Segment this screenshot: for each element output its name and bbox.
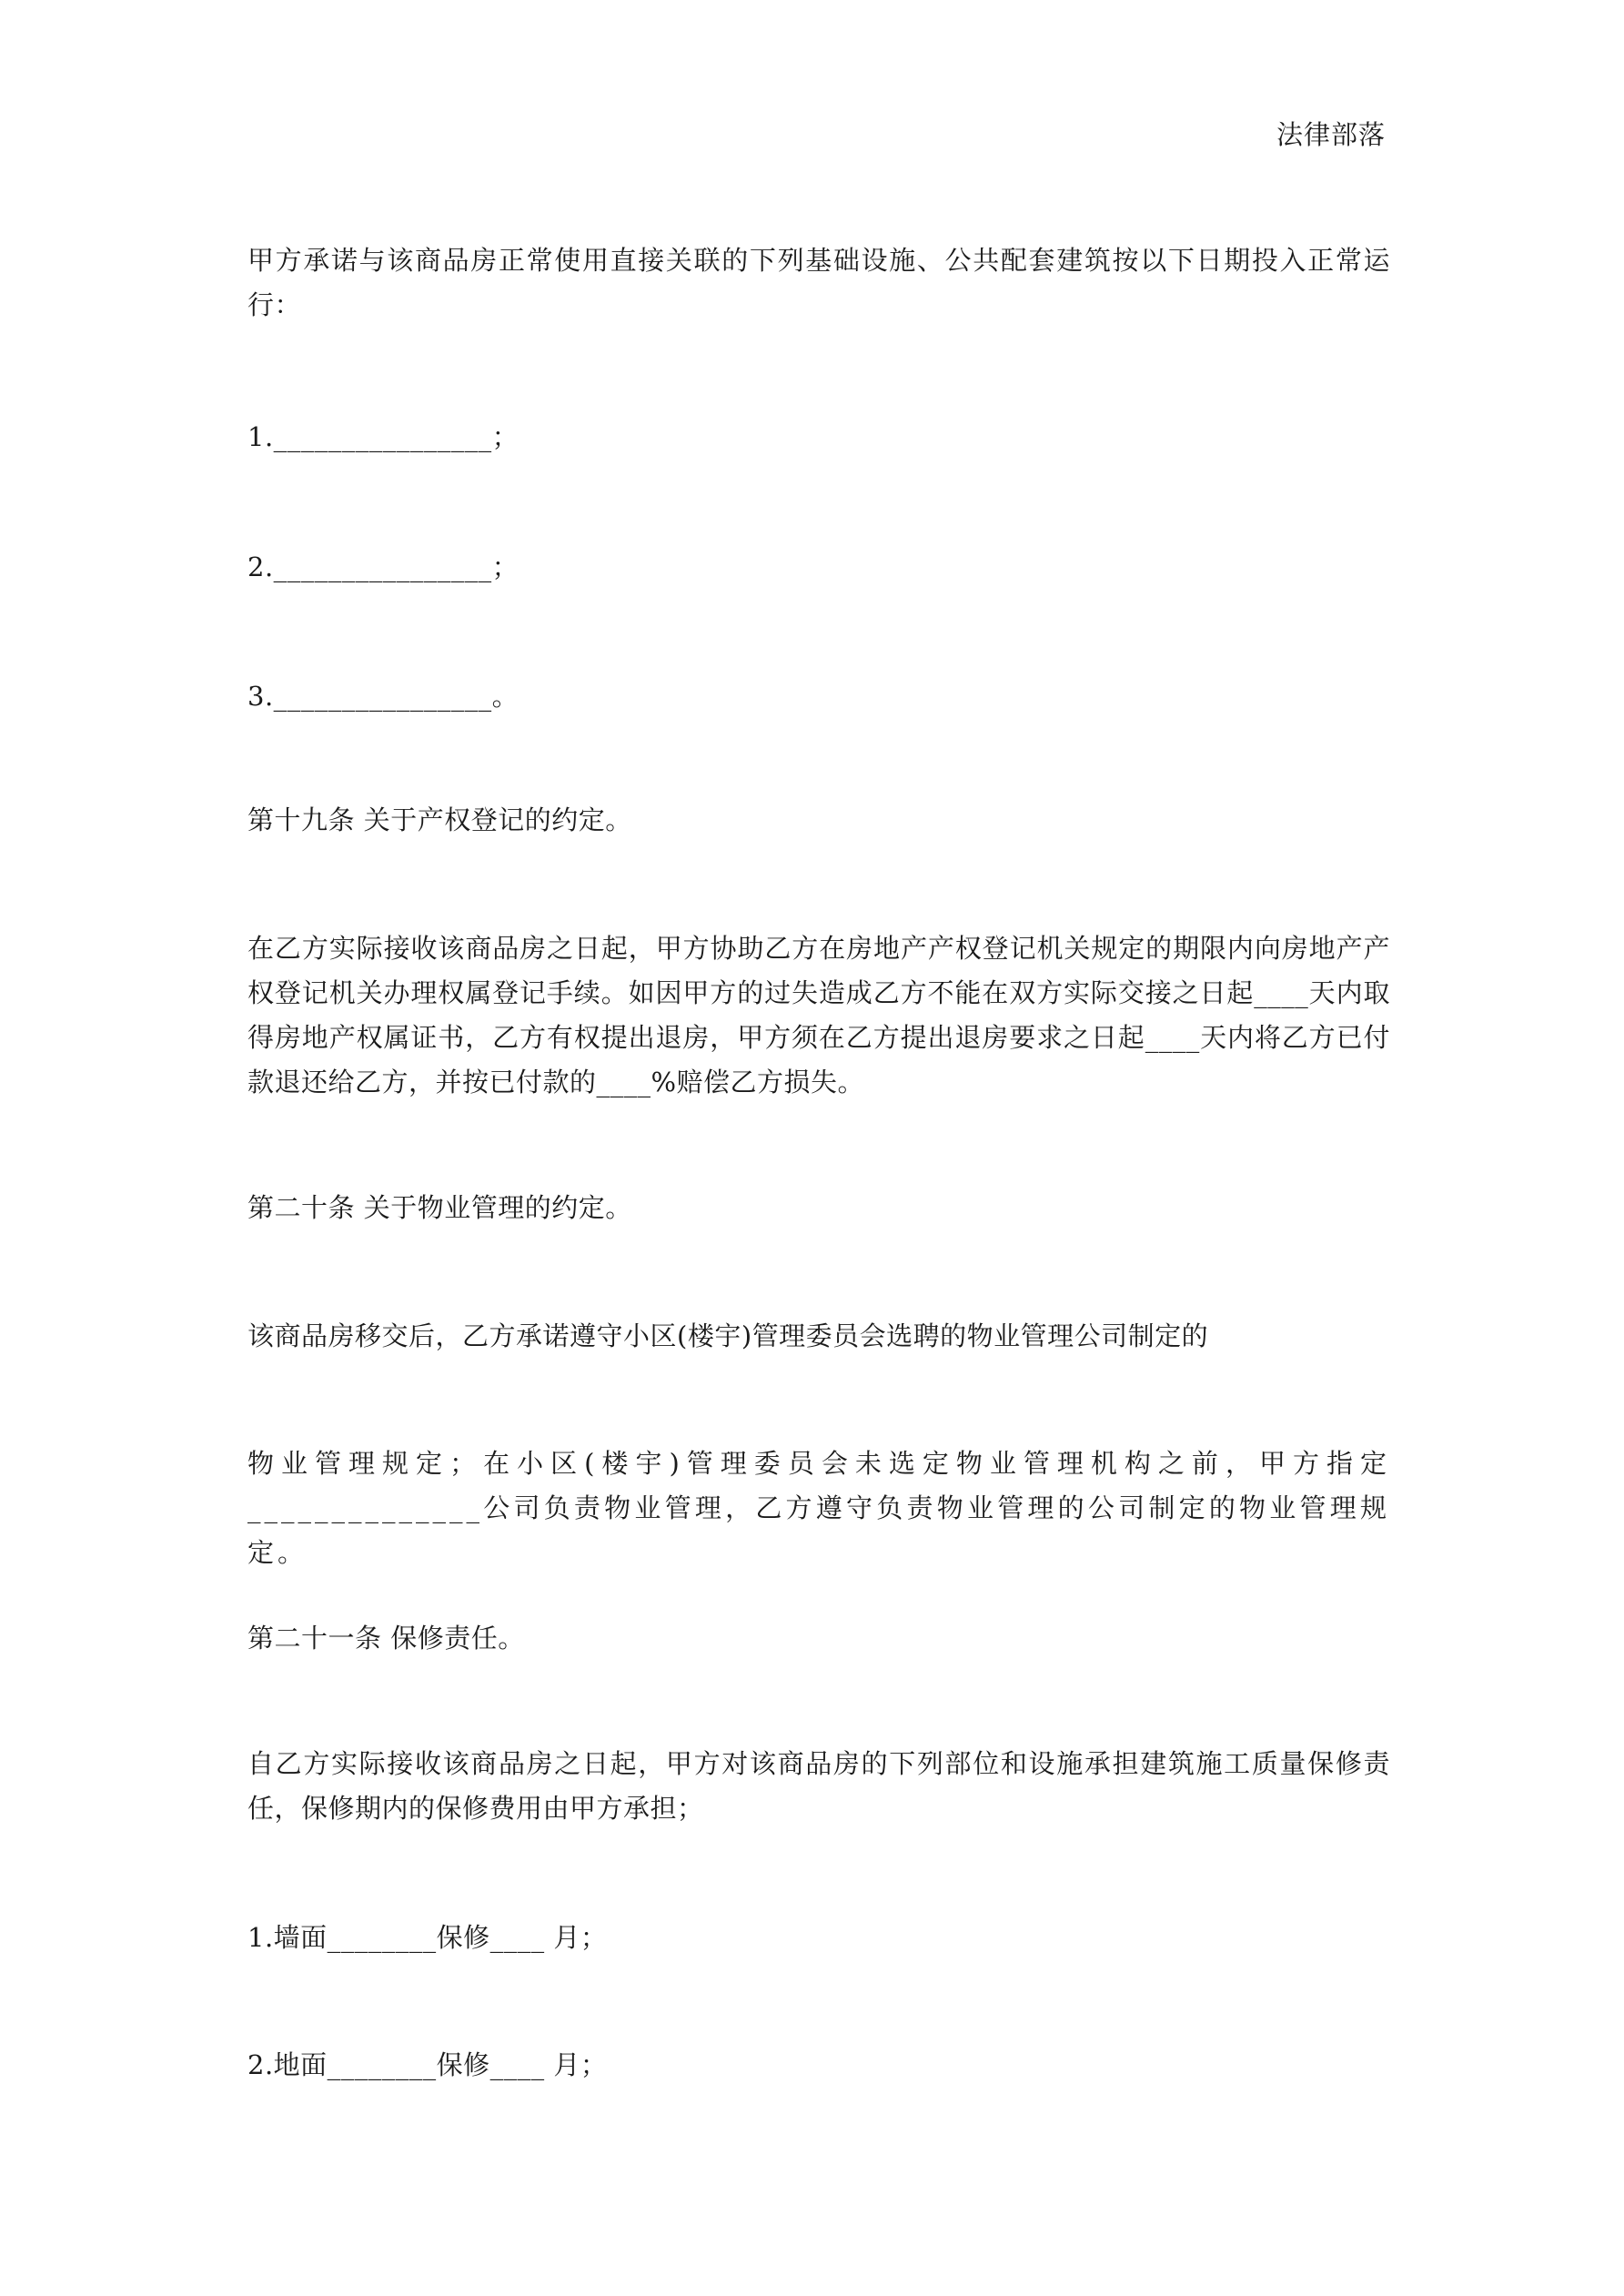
article-20-heading: 第二十条 关于物业管理的约定。 (247, 1192, 632, 1223)
article-21-body: 自乙方实际接收该商品房之日起，甲方对该商品房的下列部位和设施承担建筑施工质量保修责任，保修期内的保修费用由甲方承担； (247, 1748, 1390, 1824)
article-21-heading: 第二十一条 保修责任。 (247, 1623, 525, 1654)
list-item-warranty-wall: 1.墙面________保修____ 月； (247, 1922, 608, 1953)
list-item-facility-2: 2.________________； (247, 551, 519, 582)
brand-header: 法律部落 (1276, 119, 1386, 150)
list-item-facility-3: 3.________________。 (247, 681, 519, 712)
article-19-body: 在乙方实际接收该商品房之日起，甲方协助乙方在房地产产权登记机关规定的期限内向房地产产权登记机关办理权属登记手续。如因甲方的过失造成乙方不能在双方实际交接之日起____天内取得房地产权属证书，乙方有权提出退房，甲方须在乙方提出退房要求之日起____天内将乙方已付款退还给乙方，并按已付款的____%赔偿乙方损失。 (247, 933, 1390, 1097)
article-19-heading: 第十九条 关于产权登记的约定。 (247, 804, 632, 835)
article-20-body-part-2: 物业管理规定；在小区(楼宇)管理委员会未选定物业管理机构之前，甲方指定______________公司负责物业管理，乙方遵守负责物业管理的公司制定的物业管理规定。 (247, 1448, 1390, 1568)
article-20-body-part-1: 该商品房移交后，乙方承诺遵守小区(楼宇)管理委员会选聘的物业管理公司制定的 (247, 1320, 1209, 1351)
list-item-warranty-floor: 2.地面________保修____ 月； (247, 2049, 608, 2080)
paragraph-facilities-commitment: 甲方承诺与该商品房正常使用直接关联的下列基础设施、公共配套建筑按以下日期投入正常运行： (247, 245, 1390, 320)
list-item-facility-1: 1.________________； (247, 421, 519, 452)
